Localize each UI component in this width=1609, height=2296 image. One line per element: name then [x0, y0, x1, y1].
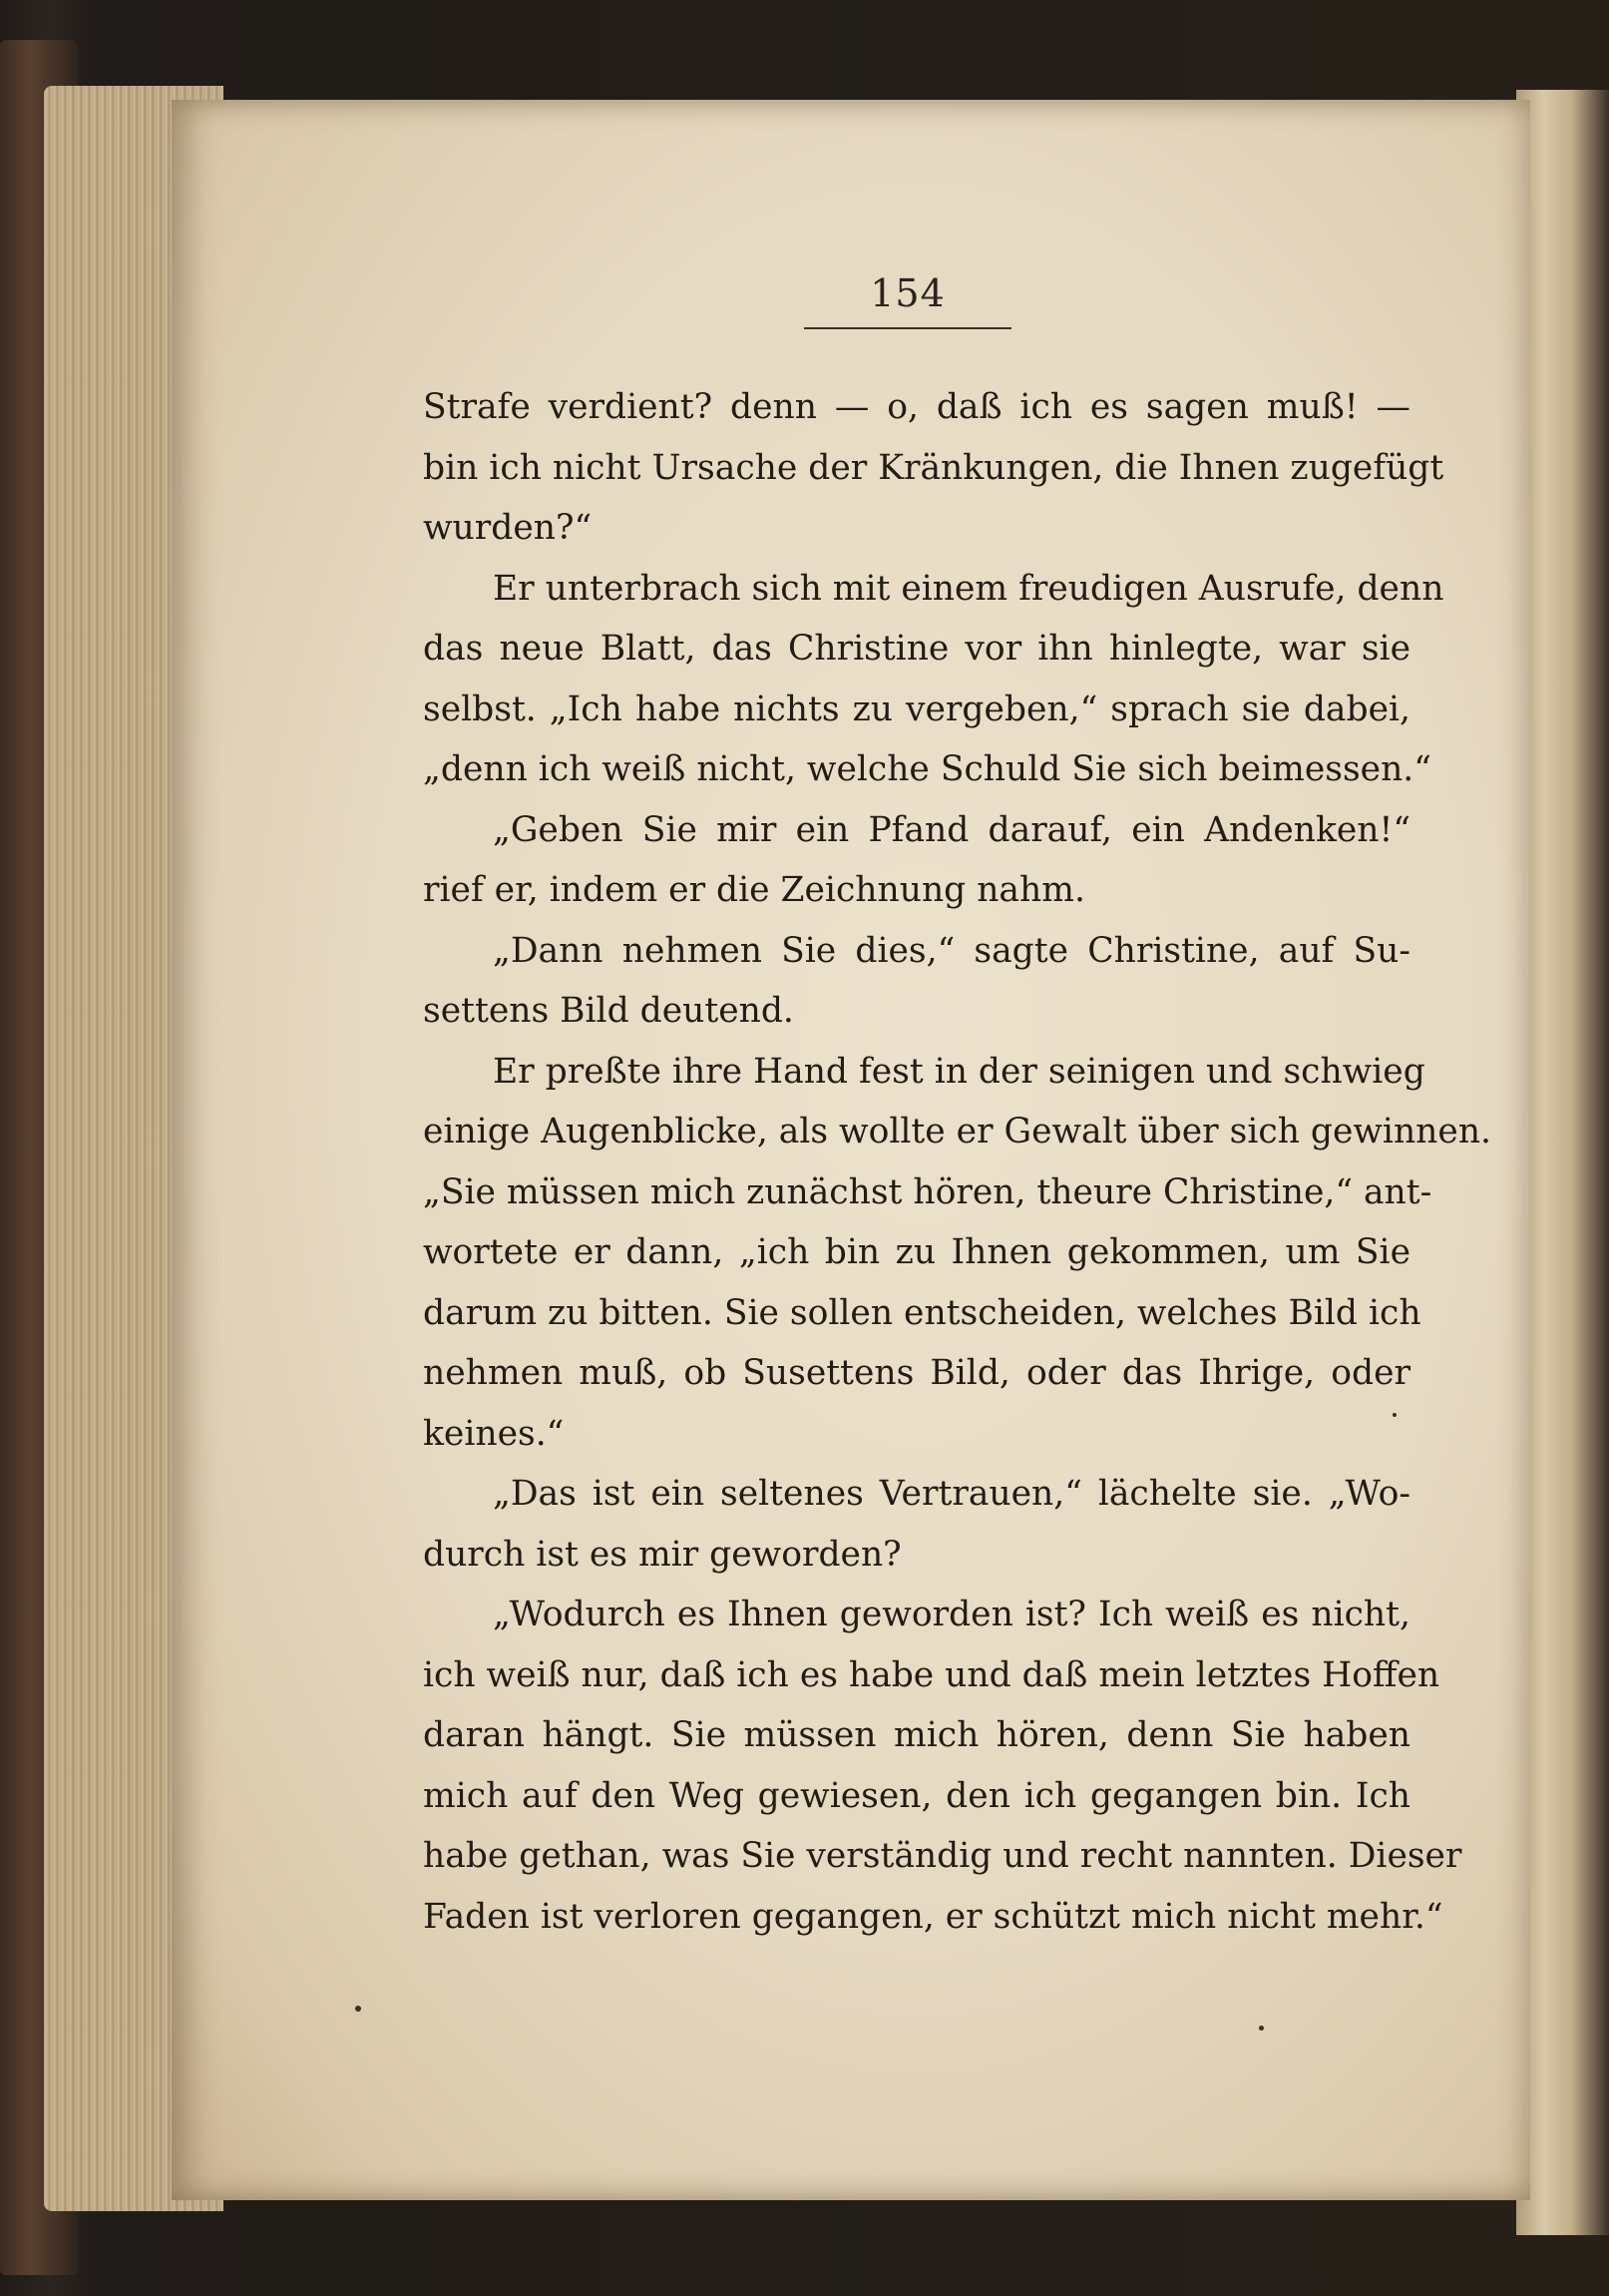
text-line: „Wodurch es Ihnen geworden ist? Ich weiß es nicht,: [493, 1595, 1410, 1634]
text-line: habe gethan, was Sie verständig und recht nannten. Dieser: [423, 1836, 1462, 1876]
text-line: das neue Blatt, das Christine vor ihn hinlegte, war sie: [423, 629, 1410, 669]
text-line: settens Bild deutend.: [423, 991, 794, 1031]
text-line: bin ich nicht Ursache der Kränkungen, die Ihnen zugefügt: [423, 447, 1444, 488]
text-line: einige Augenblicke, als wollte er Gewalt über sich gewinnen.: [423, 1112, 1491, 1151]
text-line: Faden ist verloren gegangen, er schützt mich nicht mehr.“: [423, 1896, 1443, 1937]
text-line: darum zu bitten. Sie sollen entscheiden, welches Bild ich: [423, 1292, 1421, 1333]
text-line: mich auf den Weg gewiesen, den ich gegangen bin. Ich: [423, 1775, 1410, 1816]
text-line: „denn ich weiß nicht, welche Schuld Sie sich beimessen.“: [423, 749, 1431, 789]
text-line: rief er, indem er die Zeichnung nahm.: [423, 870, 1085, 910]
text-line: „Geben Sie mir ein Pfand darauf, ein Andenken!“: [493, 809, 1410, 850]
text-line: keines.“: [423, 1413, 565, 1454]
text-line: wortete er dann, „ich bin zu Ihnen gekommen, um Sie: [423, 1232, 1410, 1272]
ink-speck: [1393, 1413, 1397, 1417]
text-line: durch ist es mir geworden?: [423, 1534, 902, 1575]
text-line: „Das ist ein seltenes Vertrauen,“ lächelte sie. „Wo-: [493, 1474, 1410, 1514]
page-number-rule: [804, 327, 1011, 329]
ink-speck: [355, 2006, 361, 2012]
text-line: selbst. „Ich habe nichts zu vergeben,“ sprach sie dabei,: [423, 689, 1410, 729]
ink-speck: [1259, 2026, 1264, 2031]
page-text: [423, 377, 1491, 1947]
text-line: ich weiß nur, daß ich es habe und daß mein letztes Hoffen: [423, 1654, 1440, 1695]
text-line: wurden?“: [423, 508, 593, 548]
text-line: „Sie müssen mich zunächst hören, theure Christine,“ ant-: [423, 1171, 1432, 1212]
text-line: Er preßte ihre Hand fest in der seinigen und schwieg: [493, 1051, 1425, 1092]
text-line: Strafe verdient? denn — o, daß ich es sagen muß! —: [423, 387, 1410, 427]
text-line: „Dann nehmen Sie dies,“ sagte Christine, auf Su-: [493, 930, 1410, 971]
text-line: Er unterbrach sich mit einem freudigen Ausrufe, denn: [493, 568, 1444, 609]
text-line: daran hängt. Sie müssen mich hören, denn Sie haben: [423, 1715, 1410, 1755]
page-number: 154: [870, 271, 946, 315]
text-line: nehmen muß, ob Susettens Bild, oder das Ihrige, oder: [423, 1353, 1410, 1393]
